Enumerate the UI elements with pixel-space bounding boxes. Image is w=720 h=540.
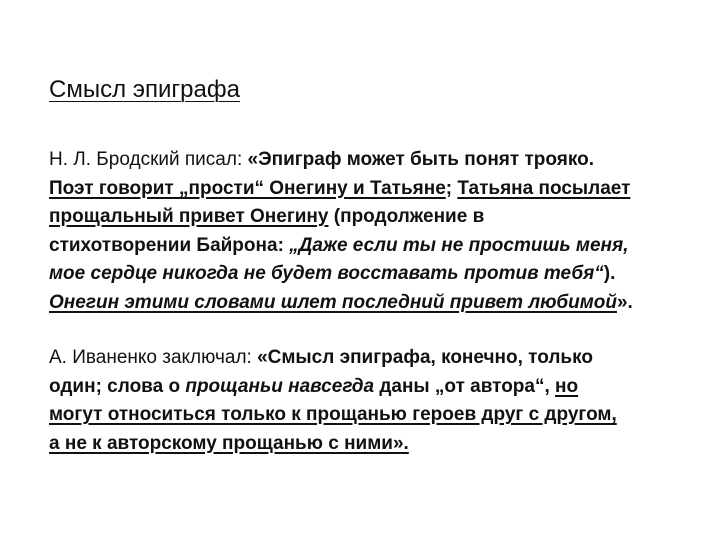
quote-run: «Смысл эпиграфа, конечно, только xyxy=(257,347,593,368)
slide-title: Смысл эпиграфа xyxy=(49,76,240,103)
quote-run: «Эпиграф может быть понят трояко. xyxy=(247,149,594,170)
text-line xyxy=(49,430,699,459)
text-run: А. Иваненко заключал: xyxy=(49,347,258,368)
text-line xyxy=(49,373,699,402)
quote-run: прощаньи навсегда xyxy=(185,375,375,397)
text-line xyxy=(49,344,699,373)
quote-run: Поэт говорит „прости“ Онегину и Татьяне xyxy=(49,177,446,199)
paragraph-brodsky xyxy=(49,146,699,317)
text-line xyxy=(49,232,699,261)
text-line xyxy=(49,289,699,318)
text-line xyxy=(49,401,699,430)
quote-run: ». xyxy=(392,432,409,454)
text-line xyxy=(49,260,699,289)
quote-run: ; xyxy=(445,177,458,199)
quote-run: стихотворении Байрона: xyxy=(49,234,290,256)
quote-run: (продолжение в xyxy=(328,206,485,227)
text-line xyxy=(49,146,699,175)
quote-run: прощальный привет Онегину xyxy=(49,206,329,227)
quote-run: могут относиться только к прощанью героев друг с другом, xyxy=(49,404,617,425)
quote-run: Онегин этими словами шлет последний привет любимой xyxy=(49,291,617,313)
quote-run: Татьяна посылает xyxy=(457,177,631,199)
paragraph-ivanenko xyxy=(49,344,699,458)
quote-run: а не к авторскому прощанью с ними xyxy=(49,432,393,454)
quote-run: но xyxy=(555,375,579,397)
quote-run: „Даже если ты не простишь меня, xyxy=(289,234,629,256)
text-run: Н. Л. Бродский писал: xyxy=(49,149,248,170)
quote-run: даны „от автора“, xyxy=(374,375,556,397)
text-line xyxy=(49,203,699,232)
quote-run: ). xyxy=(603,263,616,284)
quote-run: мое сердце никогда не будет восставать против тебя“ xyxy=(49,263,604,284)
quote-run: ». xyxy=(616,291,633,313)
text-line xyxy=(49,175,699,204)
quote-run: один; слова о xyxy=(49,375,186,397)
